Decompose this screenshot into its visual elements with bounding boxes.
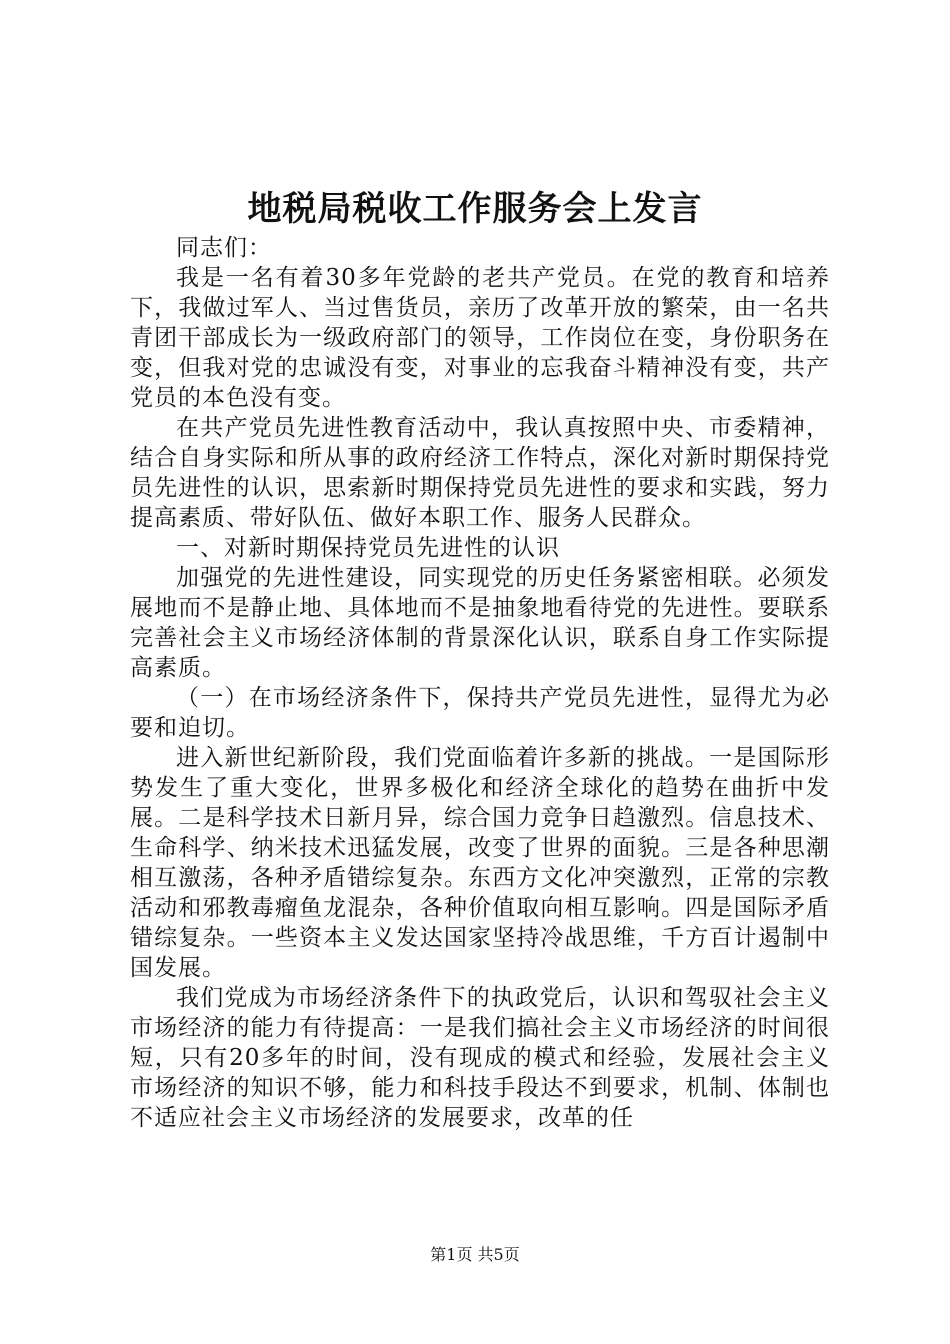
body-paragraph: 进入新世纪新阶段，我们党面临着许多新的挑战。一是国际形势发生了重大变化，世界多极化和经济全球化的趋势在曲折中发展。二是科学技术日新月异，综合国力竞争日趋激烈。信息技术、生命科学、纳米技术迅猛发展，改变了世界的面貌。三是各种思潮相互激荡，各种矛盾错综复杂。东西方文化冲突激烈，正常的宗教活动和邪教毒瘤鱼龙混杂，各种价值取向相互影响。四是国际矛盾错综复杂。一些资本主义发达国家坚持冷战思维，千方百计遏制中国发展。: [130, 745, 830, 981]
body-paragraph: 在共产党员先进性教育活动中，我认真按照中央、市委精神，结合自身实际和所从事的政府经济工作特点，深化对新时期保持党员先进性的认识，思索新时期保持党员先进性的要求和实践，努力提高素质、带好队伍、做好本职工作、服务人民群众。: [130, 415, 830, 531]
body-paragraph: 加强党的先进性建设，同实现党的历史任务紧密相联。必须发展地而不是静止地、具体地而不是抽象地看待党的先进性。要联系完善社会主义市场经济体制的背景深化认识，联系自身工作实际提高素质。: [130, 565, 830, 681]
body-paragraph: 我们党成为市场经济条件下的执政党后，认识和驾驭社会主义市场经济的能力有待提高：一是我们搞社会主义市场经济的时间很短，只有20多年的时间，没有现成的模式和经验，发展社会主义市场经济的知识不够，能力和科技手段达不到要求，机制、体制也不适应社会主义市场经济的发展要求，改革的任: [130, 985, 830, 1131]
document-body: [130, 233, 830, 1133]
subsection-heading: （一）在市场经济条件下，保持共产党员先进性，显得尤为必要和迫切。: [130, 685, 830, 741]
section-heading: 一、对新时期保持党员先进性的认识: [176, 535, 560, 561]
salutation-paragraph: 同志们：: [176, 235, 272, 261]
document-title: 地税局税收工作服务会上发言: [247, 189, 703, 229]
page-footer: 第1页 共5页: [430, 1245, 520, 1264]
body-paragraph: 我是一名有着30多年党龄的老共产党员。在党的教育和培养下，我做过军人、当过售货员，亲历了改革开放的繁荣，由一名共青团干部成长为一级政府部门的领导，工作岗位在变，身份职务在变，但我对党的忠诚没有变，对事业的忘我奋斗精神没有变，共产党员的本色没有变。: [130, 265, 830, 411]
